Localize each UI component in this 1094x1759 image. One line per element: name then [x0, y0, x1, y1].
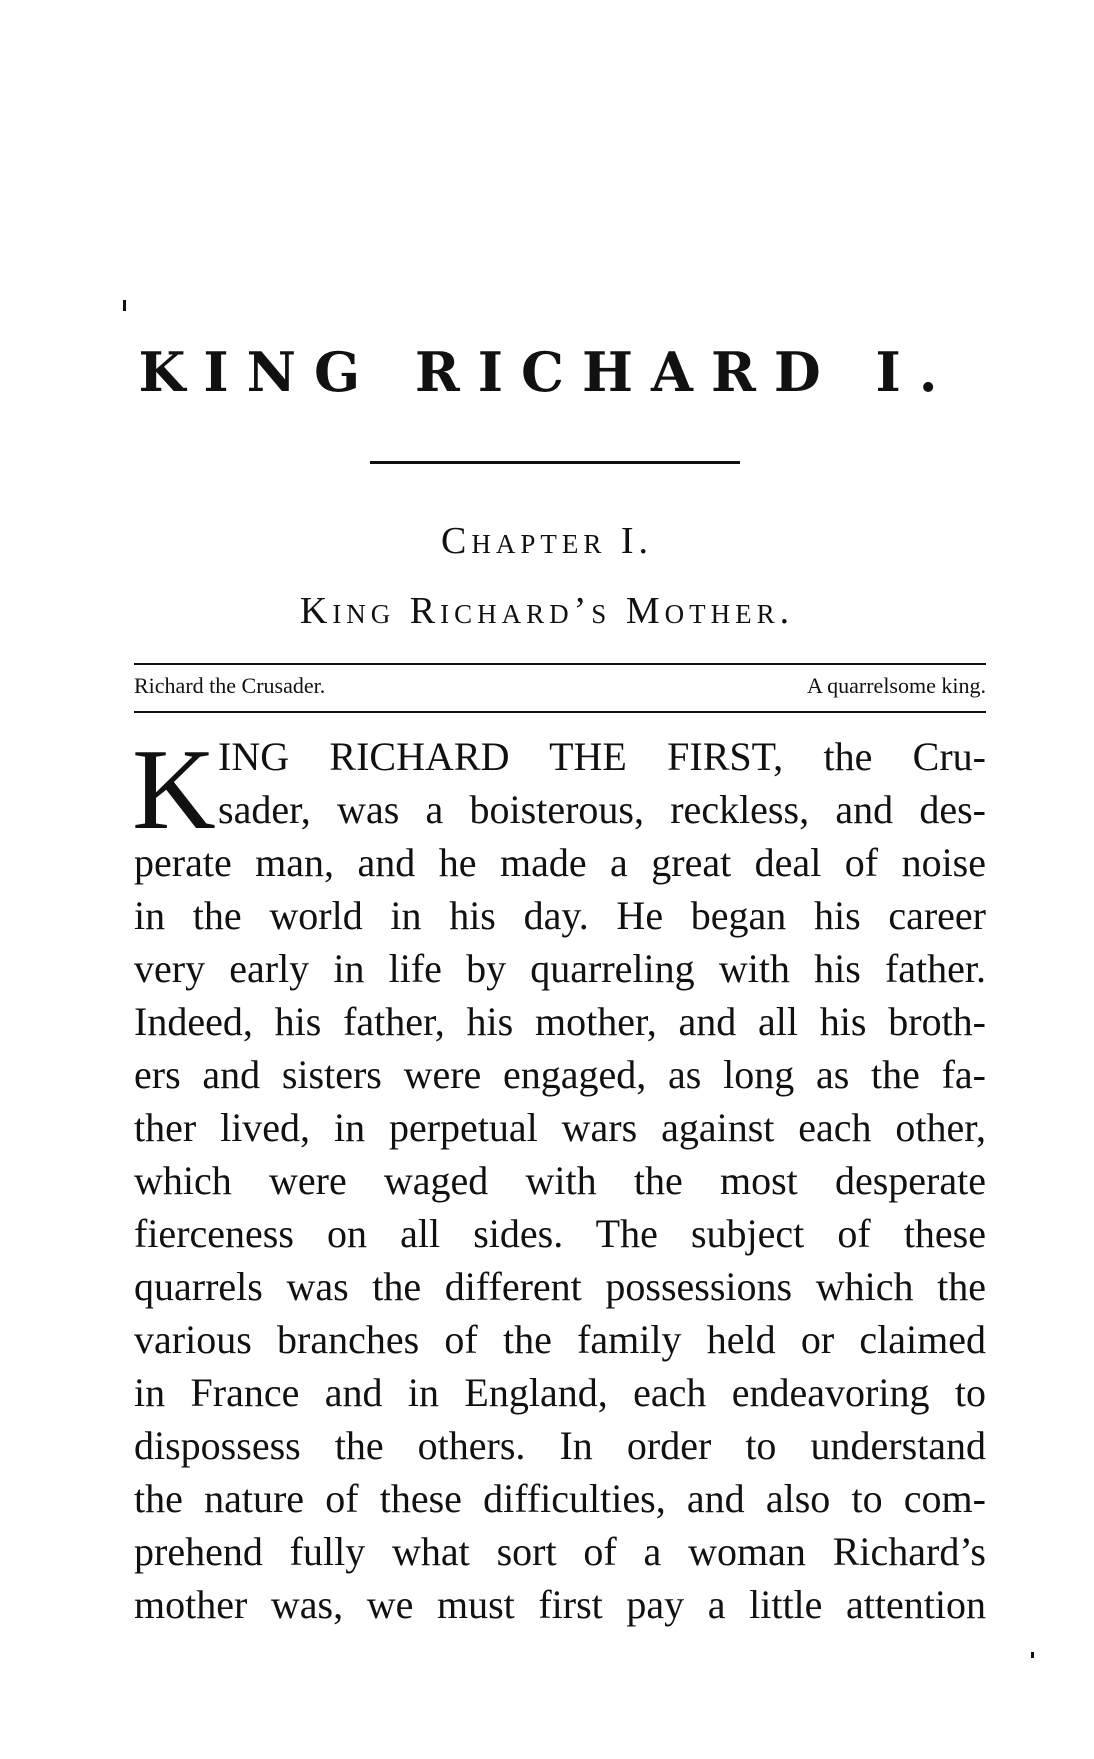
- body-line: various branches of the family held or claimed: [134, 1317, 986, 1362]
- body-line: perate man, and he made a great deal of noise: [134, 840, 986, 885]
- body-line: very early in life by quarreling with his father.: [134, 946, 986, 991]
- body-line: which were waged with the most desperate: [134, 1158, 986, 1203]
- body-line: in the world in his day. He began his career: [134, 893, 986, 938]
- body-line: sader, was a boisterous, reckless, and des-: [218, 787, 986, 832]
- body-line: quarrels was the different possessions which the: [134, 1264, 986, 1309]
- print-speck: [123, 300, 126, 311]
- drop-cap: K: [132, 726, 216, 854]
- body-line: dispossess the others. In order to understand: [134, 1423, 986, 1468]
- body-line: ther lived, in perpetual wars against each other,: [134, 1105, 986, 1150]
- body-line: mother was, we must first pay a little attention: [134, 1582, 986, 1627]
- body-line: in France and in England, each endeavoring to: [134, 1370, 986, 1415]
- running-header-left: Richard the Crusader.: [134, 673, 326, 698]
- chapter-title: King Richard’s Mother.: [299, 590, 795, 632]
- body-line: fierceness on all sides. The subject of these: [134, 1211, 986, 1256]
- body-line: ING RICHARD THE FIRST, the Cru-: [218, 734, 986, 779]
- body-line: ers and sisters were engaged, as long as the fa-: [134, 1052, 986, 1097]
- running-header-right: A quarrelsome king.: [806, 673, 986, 698]
- header-rule-bottom: [134, 711, 986, 713]
- chapter-number: Chapter I.: [440, 520, 653, 562]
- body-line: prehend fully what sort of a woman Richard’s: [134, 1529, 986, 1574]
- body-line: the nature of these difficulties, and also to com-: [134, 1476, 986, 1521]
- body-line: Indeed, his father, his mother, and all his broth-: [134, 999, 986, 1044]
- title-rule: [370, 461, 740, 464]
- header-rule-top: [134, 663, 986, 665]
- print-speck: [1031, 1652, 1034, 1658]
- book-title: KING RICHARD I.: [138, 340, 956, 404]
